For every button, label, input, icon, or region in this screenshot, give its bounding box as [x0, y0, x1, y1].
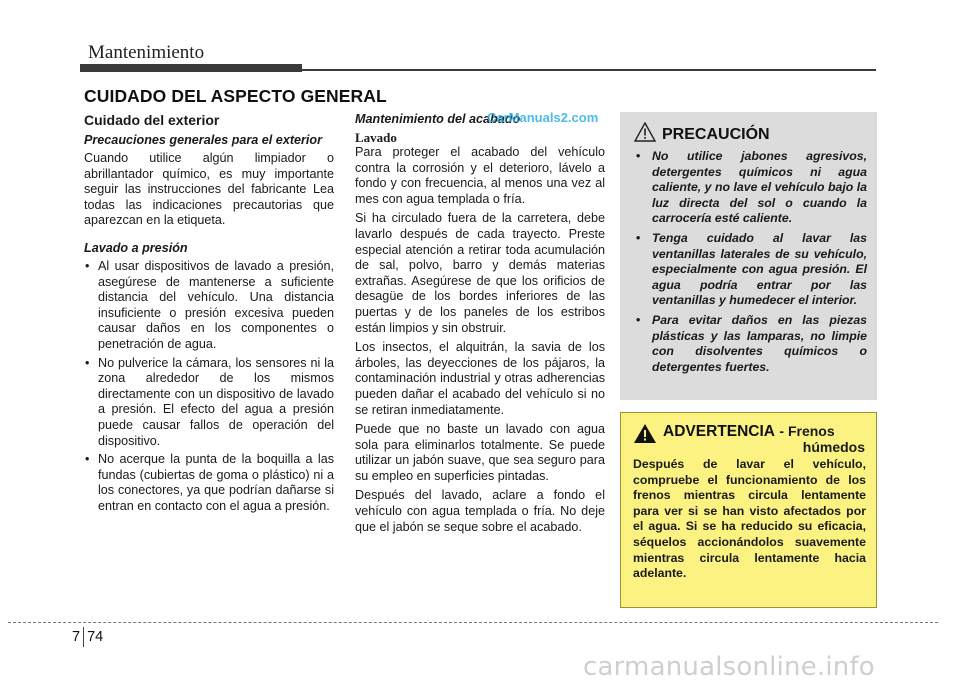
caution-box [620, 112, 877, 400]
warning-box [620, 412, 877, 608]
bullet-icon: • [85, 452, 90, 467]
caution-title: PRECAUCIÓN [662, 125, 770, 143]
page-number-value: 74 [87, 629, 104, 645]
column-exterior-care [84, 112, 334, 517]
list-item: • No acerque la punta de la boquilla a las fundas (cubiertas de goma o plástico) ni a los conectores, ya que podrían dañarse si entran en contacto con el agua a presión. [85, 452, 334, 513]
page-number [72, 627, 103, 647]
header-rule [302, 69, 876, 71]
warning-triangle-icon [633, 423, 657, 449]
list-item: • Al usar dispositivos de lavado a presión, asegúrese de mantenerse a suficiente distancia del vehículo. Una distancia insuficiente o presión excesiva pueden causar daños en los componentes o penetración de agua. [85, 258, 334, 351]
warning-triangle-icon [634, 122, 656, 147]
general-precautions-paragraph: Cuando utilice algún limpiador o abrillantador químico, es muy importante seguir las instrucciones del fabricante Lea todas las indicaciones precautorias que aparezcan en la etiqueta. [84, 151, 334, 228]
exterior-care-heading: Cuidado del exterior [84, 112, 220, 128]
section-title: CUIDADO DEL ASPECTO GENERAL [84, 86, 387, 106]
site-watermark: CarManuals2.com [487, 110, 599, 125]
warning-body: Después de lavar el vehículo, compruebe el funcionamiento de los frenos mientras circula lentamente para ver si se han visto afectados por el agua. Si se ha reducido su eficacia, séquelos accionándolos suavemente mientras circula lentamente hacia adelante. [633, 457, 866, 581]
header-bar [80, 64, 302, 72]
warning-header [633, 423, 866, 455]
header-title: Mantenimiento [88, 42, 205, 63]
footer-dashed-rule [8, 622, 938, 623]
caution-header [634, 122, 867, 147]
warning-subtitle: - Frenos [779, 423, 835, 439]
washing-paragraph: Para proteger el acabado del vehículo contra la corrosión y el deterioro, lávelo a fondo y con frecuencia, al menos una vez al mes con agua templada o fría. [355, 145, 605, 206]
caution-list [628, 149, 867, 375]
pressure-wash-list [84, 259, 334, 515]
pressure-wash-subheading: Lavado a presión [84, 240, 188, 255]
general-precautions-subheading: Precauciones generales para el exterior [84, 133, 323, 147]
warning-subtitle-continued: húmedos [802, 439, 865, 455]
page-separator [83, 627, 84, 647]
list-item: • No utilice jabones agresivos, detergentes químicos ni agua caliente, y no lave el vehículo bajo la luz directa del sol o cuando la carrocería esté caliente. [636, 149, 867, 226]
footer-watermark: carmanualsonline.info [583, 652, 875, 682]
chapter-number: 7 [72, 629, 81, 645]
column-finish-maintenance [355, 112, 605, 539]
warning-title: ADVERTENCIA [663, 423, 775, 440]
list-item: • Tenga cuidado al lavar las ventanillas laterales de su vehículo, especialmente con agua presión. El agua podría entrar por las ventanillas y humedecer el interior. [636, 230, 867, 308]
washing-paragraph: Puede que no baste un lavado con agua sola para eliminarlos totalmente. Se puede utilizar un jabón suave, que sea seguro para su empleo en superficies pintadas. [355, 422, 605, 483]
washing-heading: Lavado [355, 130, 397, 145]
washing-paragraph: Después del lavado, aclare a fondo el vehículo con agua templada o fría. No deje que el jabón se seque sobre el acabado. [355, 488, 605, 534]
list-item: • No pulverice la cámara, los sensores ni la zona alrededor de los mismos directamente con un dispositivo de lavado a presión. El efecto del agua a presión puede causar fallos de operación del dispositivo. [85, 355, 334, 448]
washing-paragraph: Si ha circulado fuera de la carretera, debe lavarlo después de cada trayecto. Preste especial atención a retirar toda acumulación de sal, polvo, barro y demás materias extrañas. Asegúrese de que los orificios de desagüe de los bordes inferiores de las puertas y de los paneles de los estribos están limpios y sin obstruir. [355, 211, 605, 335]
list-item: • Para evitar daños en las piezas plásticas y las lamparas, no limpie con disolventes químicos o detergentes fuertes. [636, 312, 867, 374]
bullet-icon: • [636, 230, 641, 245]
bullet-icon: • [85, 355, 90, 370]
finish-maintenance-subheading: Mantenimiento del acabado [355, 112, 521, 126]
bullet-icon: • [636, 149, 641, 163]
bullet-icon: • [636, 312, 641, 327]
bullet-icon: • [85, 258, 90, 273]
washing-paragraph: Los insectos, el alquitrán, la savia de los árboles, las deyecciones de los pájaros, la contaminación industrial y otras adherencias pueden dañar el acabado del vehículo si no se retiran inmediatamente. [355, 340, 605, 417]
